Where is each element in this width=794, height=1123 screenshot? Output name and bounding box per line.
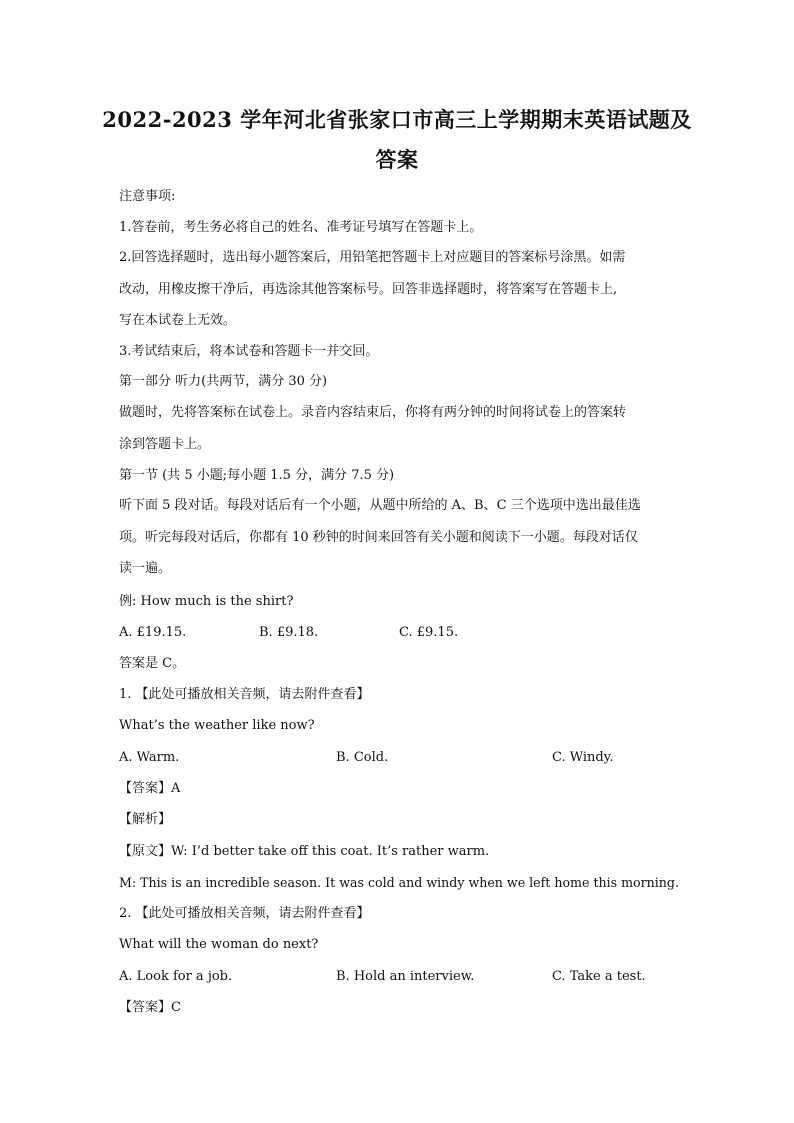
question-1-text: What’s the weather like now?: [119, 718, 315, 733]
question-2-text: What will the woman do next?: [119, 937, 319, 952]
section1-instruction-line-2: 项。听完每段对话后，你都有 10 秒钟的时间来回答有关小题和阅读下一小题。每段对话仅: [119, 530, 638, 545]
question-2-header: 2. 【此处可播放相关音频，请去附件查看】: [119, 906, 370, 921]
section1-instruction-line-1: 听下面 5 段对话。每段对话后有一个小题，从题中所给的 A、B、C 三个选项中选出最佳选: [119, 498, 641, 513]
notice-item-2-line-3: 写在本试卷上无效。: [119, 313, 237, 328]
title-line-2: 答案: [375, 147, 419, 172]
question-1-option-c: C. Windy.: [552, 750, 614, 765]
question-1-transcript-line-1: 【原文】W: I’d better take off this coat. It’s rather warm.: [119, 844, 490, 859]
notice-item-2-line-2: 改动，用橡皮擦干净后，再选涂其他答案标号。回答非选择题时，将答案写在答题卡上,: [119, 282, 618, 297]
question-1-option-a: A. Warm.: [119, 750, 180, 765]
page-title: [100, 100, 694, 180]
question-2-option-a: A. Look for a job.: [119, 969, 233, 984]
question-2-answer: 【答案】C: [119, 1000, 181, 1015]
question-1-analysis: 【解析】: [119, 812, 172, 827]
example-question: 例: How much is the shirt?: [119, 594, 294, 609]
example-option-c: C. £9.15.: [399, 625, 459, 640]
notice-item-1: 1.答卷前，考生务必将自己的姓名、准考证号填写在答题卡上。: [119, 220, 483, 235]
part1-instruction-line-1: 做题时，先将答案标在试卷上。录音内容结束后，你将有两分钟的时间将试卷上的答案转: [119, 405, 627, 420]
question-2-option-b: B. Hold an interview.: [336, 969, 475, 984]
question-1-header: 1. 【此处可播放相关音频，请去附件查看】: [119, 687, 370, 702]
section1-heading: 第一节 (共 5 小题;每小题 1.5 分，满分 7.5 分): [119, 468, 395, 483]
notice-item-2-line-1: 2.回答选择题时，选出每小题答案后，用铅笔把答题卡上对应题目的答案标号涂黑。如需: [119, 250, 626, 265]
part1-instruction-line-2: 涂到答题卡上。: [119, 437, 211, 452]
example-answer: 答案是 C。: [119, 656, 186, 671]
notice-item-3: 3.考试结束后，将本试卷和答题卡一并交回。: [119, 344, 379, 359]
question-1-answer: 【答案】A: [119, 781, 181, 796]
question-1-transcript-line-2: M: This is an incredible season. It was cold and windy when we left home this morning.: [119, 875, 679, 890]
title-line-1: 2022-2023 学年河北省张家口市高三上学期期末英语试题及: [102, 107, 692, 132]
example-option-a: A. £19.15.: [119, 625, 187, 640]
notice-heading: 注意事项:: [119, 189, 176, 204]
section1-instruction-line-3: 读一遍。: [119, 561, 172, 576]
example-option-b: B. £9.18.: [259, 625, 319, 640]
part1-heading: 第一部分 听力(共两节，满分 30 分): [119, 374, 328, 389]
question-2-option-c: C. Take a test.: [552, 969, 646, 984]
question-1-option-b: B. Cold.: [336, 750, 389, 765]
